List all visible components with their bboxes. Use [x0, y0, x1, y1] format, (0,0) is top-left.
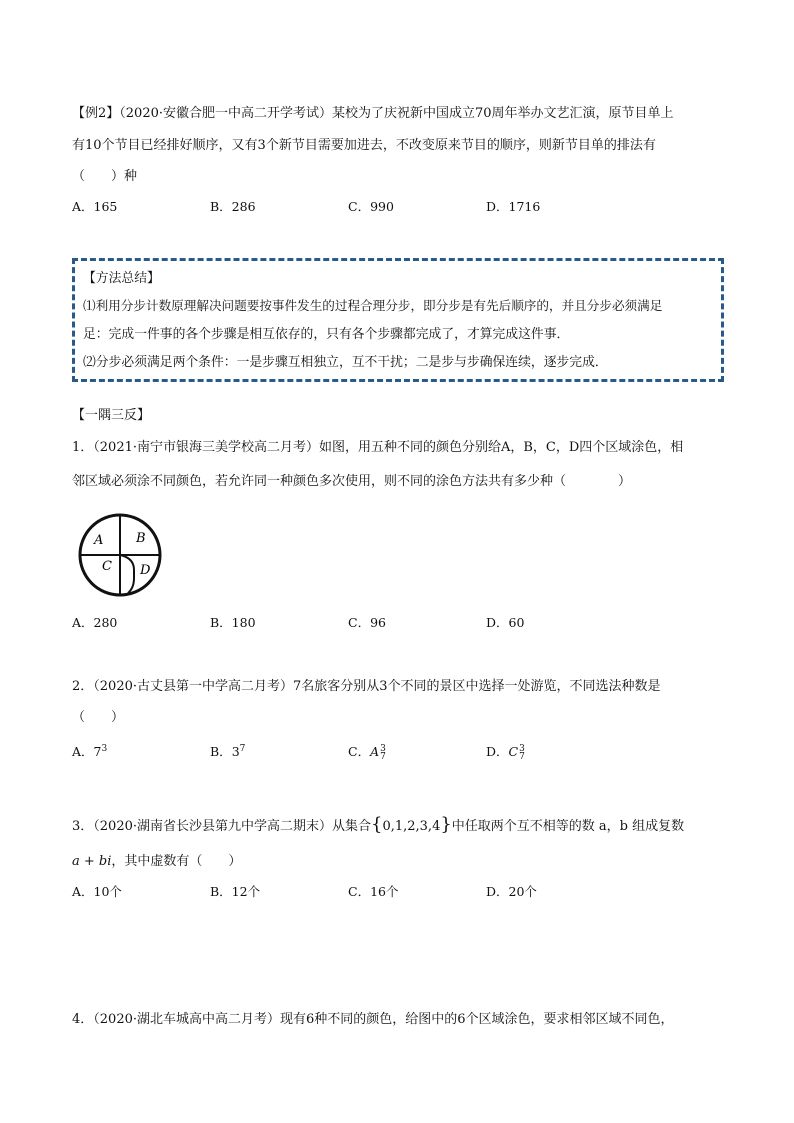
q2-option-c-prefix: C． — [348, 744, 371, 759]
q3-set-open-brace: { — [371, 814, 383, 835]
q3-line1 — [72, 814, 684, 835]
q3-option-d: D．20个 — [486, 884, 537, 899]
example2-option-b: B．286 — [210, 199, 256, 214]
q2-option-d-sup: 3 — [519, 743, 525, 754]
method-summary-line1: ⑴利用分步计数原理解决问题要按事件发生的过程合理分步，即分步是有先后顺序的，并且分步必须满足 — [83, 298, 663, 313]
figure-label-b: B — [136, 531, 146, 546]
figure-curved-divider — [120, 555, 134, 593]
q1-line1: 1．（2021·南宁市银海三美学校高二月考）如图，用五种不同的颜色分别给A，B，C，D四个区域涂色，相 — [72, 440, 684, 455]
q1-option-b: B．180 — [210, 615, 256, 630]
q2-line1: 2．（2020·古丈县第一中学高二月考）7名旅客分别从3个不同的景区中选择一处游览，不同选法种数是 — [72, 679, 661, 694]
method-summary-title: 【方法总结】 — [83, 271, 160, 286]
example2-option-a: A．165 — [72, 199, 118, 214]
q3-line2 — [72, 850, 241, 869]
figure-label-c: C — [102, 559, 112, 574]
q3-complex-number: a + bi — [72, 854, 112, 869]
q2-option-c-base: A — [370, 744, 380, 759]
section-title: 【一隅三反】 — [72, 408, 151, 423]
q3-line2-text: ，其中虚数有（ ） — [111, 854, 242, 869]
example2-option-c: C．990 — [348, 199, 394, 214]
q3-line1-prefix: 3．（2020·湖南省长沙县第九中学高二期末）从集合 — [72, 819, 371, 834]
q4-line1: 4．（2020·湖北车城高中高二月考）现有6种不同的颜色，给图中的6个区域涂色，要求相邻区域不同色， — [72, 1012, 674, 1027]
figure-label-d: D — [140, 563, 151, 578]
q2-option-a-base: 7 — [93, 744, 102, 759]
q1-option-a: A．280 — [72, 615, 118, 630]
q2-option-c-sub: 7 — [380, 751, 386, 762]
figure-label-a: A — [94, 533, 104, 548]
method-summary-box — [72, 258, 724, 382]
q2-option-b-sup: 7 — [239, 743, 246, 754]
q1-line2: 邻区域必须涂不同颜色，若允许同一种颜色多次使用，则不同的涂色方法共有多少种（ ） — [72, 474, 632, 489]
q2-option-d-base: C — [508, 744, 519, 759]
example2-line2: 有10个节目已经排好顺序，又有3个新节目需要加进去，不改变原来节目的顺序，则新节目单的排法有 — [72, 138, 656, 153]
example2-line3: （ ）种 — [72, 169, 138, 184]
q2-option-c-sup: 3 — [380, 743, 386, 754]
q3-set-close-brace: } — [440, 814, 452, 835]
q2-line2: （ ） — [72, 710, 125, 725]
q2-option-d-sub: 7 — [519, 751, 525, 762]
q1-option-d: D．60 — [486, 615, 525, 630]
q2-option-d — [486, 742, 525, 761]
example2-option-d: D．1716 — [486, 199, 541, 214]
q2-option-b-prefix: B． — [210, 744, 232, 759]
q3-option-c: C．16个 — [348, 884, 399, 899]
q3-option-b: B．12个 — [210, 884, 261, 899]
q2-option-a-prefix: A． — [72, 744, 94, 759]
q3-option-a: A．10个 — [72, 884, 122, 899]
q1-circle-figure — [72, 508, 172, 598]
q3-set-values: 0,1,2,3,4 — [382, 819, 441, 834]
q2-option-a-sup: 3 — [101, 743, 108, 754]
q2-option-c — [348, 742, 386, 761]
q3-line1-suffix: 中任取两个互不相等的数 a，b 组成复数 — [451, 819, 685, 834]
q2-option-b-base: 3 — [231, 744, 240, 759]
q2-option-b — [210, 742, 245, 760]
example2-line1: 【例2】（2020·安徽合肥一中高二开学考试）某校为了庆祝新中国成立70周年举办文艺汇演，原节目单上 — [72, 106, 674, 121]
q2-option-a — [72, 742, 107, 760]
q2-option-d-prefix: D． — [486, 744, 509, 759]
q1-option-c: C．96 — [348, 615, 386, 630]
method-summary-line2: 足：完成一件事的各个步骤是相互依存的，只有各个步骤都完成了，才算完成这件事． — [83, 327, 570, 342]
method-summary-line3: ⑵分步必须满足两个条件：一是步骤互相独立，互不干扰；二是步与步确保连续，逐步完成． — [83, 355, 608, 370]
